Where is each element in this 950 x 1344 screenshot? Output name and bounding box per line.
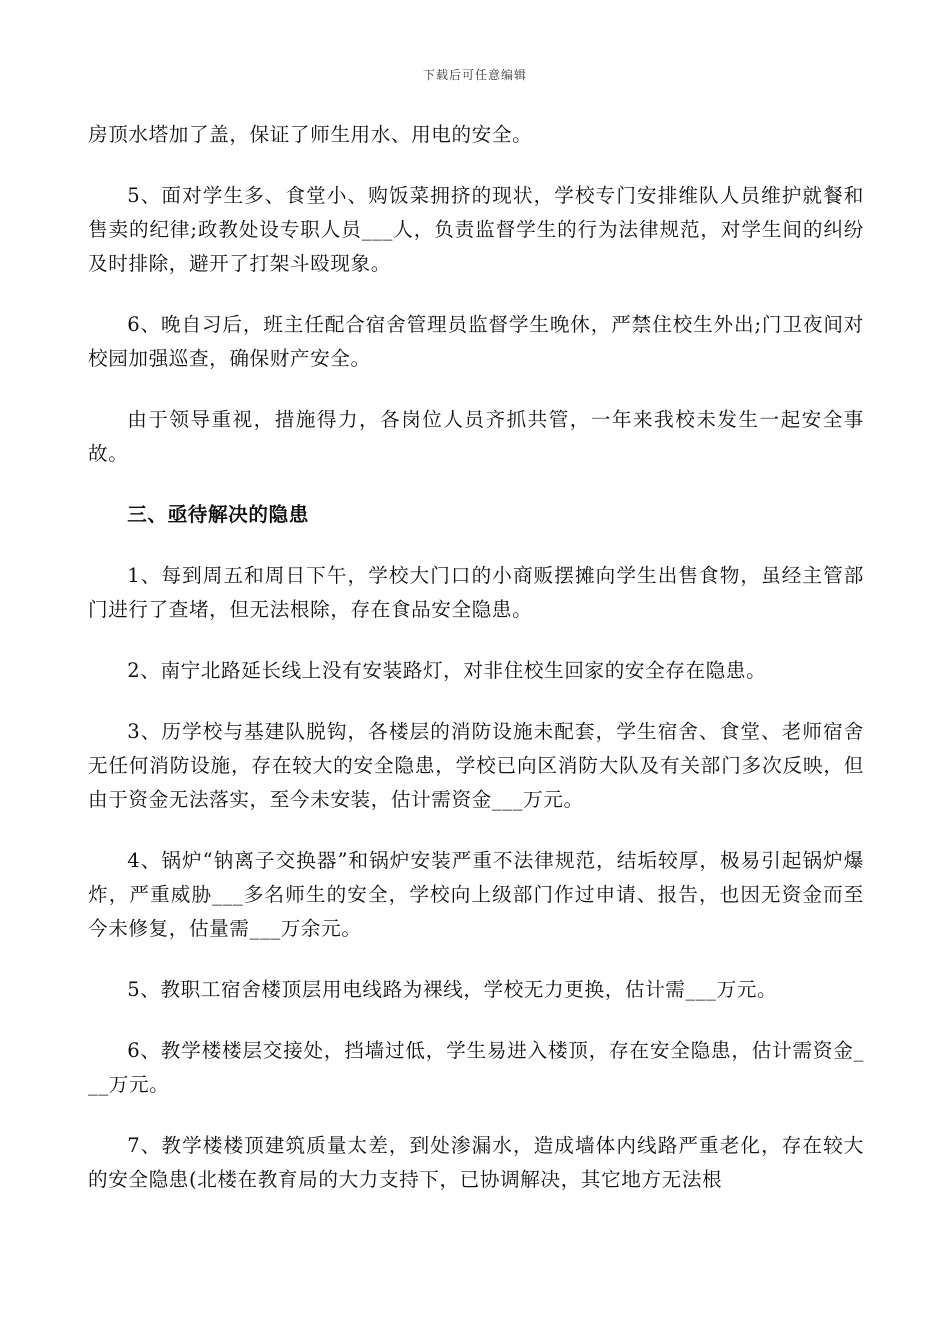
paragraph-hazard-5: 5、教职工宿舍楼顶层用电线路为裸线，学校无力更换，估计需___万元。 [127, 978, 778, 1001]
paragraph-item-5-canteen: 5、面对学生多、食堂小、购饭菜拥挤的现状，学校专门安排维队人员维护就餐和售卖的纪律;政教处设专职人员___人，负责监督学生的行为法律规范，对学生间的纠纷及时排除，避开了打架斗殴现象。 [88, 184, 864, 275]
paragraph-hazard-7: 7、教学楼楼顶建筑质量太差，到处渗漏水，造成墙体内线路严重老化，存在较大的安全隐患(北楼在教育局的大力支持下，已协调解决，其它地方无法根 [88, 1134, 864, 1191]
paragraph-hazard-3: 3、历学校与基建队脱钩，各楼层的消防设施未配套，学生宿舍、食堂、老师宿舍无任何消防设施，存在较大的安全隐患，学校已向区消防大队及有关部门多次反映，但由于资金无法落实，至今未安装，估计需资金___万元。 [88, 720, 864, 811]
paragraph-hazard-4: 4、锅炉“钠离子交换器”和锅炉安装严重不法律规范，结垢较厚，极易引起锅炉爆炸，严重威胁___多名师生的安全，学校向上级部门作过申请、报告，也因无资金而至今未修复，估量需___万余元。 [88, 849, 864, 940]
paragraph-hazard-2: 2、南宁北路延长线上没有安装路灯，对非住校生回家的安全存在隐患。 [127, 659, 767, 682]
paragraph-summary: 由于领导重视，措施得力，各岗位人员齐抓共管，一年来我校未发生一起安全事故。 [88, 408, 864, 465]
paragraph-continuation: 房顶水塔加了盖，保证了师生用水、用电的安全。 [88, 123, 533, 146]
paragraph-hazard-1: 1、每到周五和周日下午，学校大门口的小商贩摆摊向学生出售食物，虽经主管部门进行了查堵，但无法根除，存在食品安全隐患。 [88, 564, 864, 621]
section-heading: 三、亟待解决的隐患 [127, 503, 309, 526]
document-body [88, 118, 864, 1224]
page-header: 下载后可任意编辑 [422, 68, 527, 82]
paragraph-hazard-6: 6、教学楼楼层交接处，挡墙过低，学生易进入楼顶，存在安全隐患，估计需资金___万元。 [88, 1039, 864, 1096]
paragraph-item-6-night: 6、晚自习后，班主任配合宿舍管理员监督学生晚休，严禁住校生外出;门卫夜间对校园加强巡查，确保财产安全。 [88, 313, 864, 370]
